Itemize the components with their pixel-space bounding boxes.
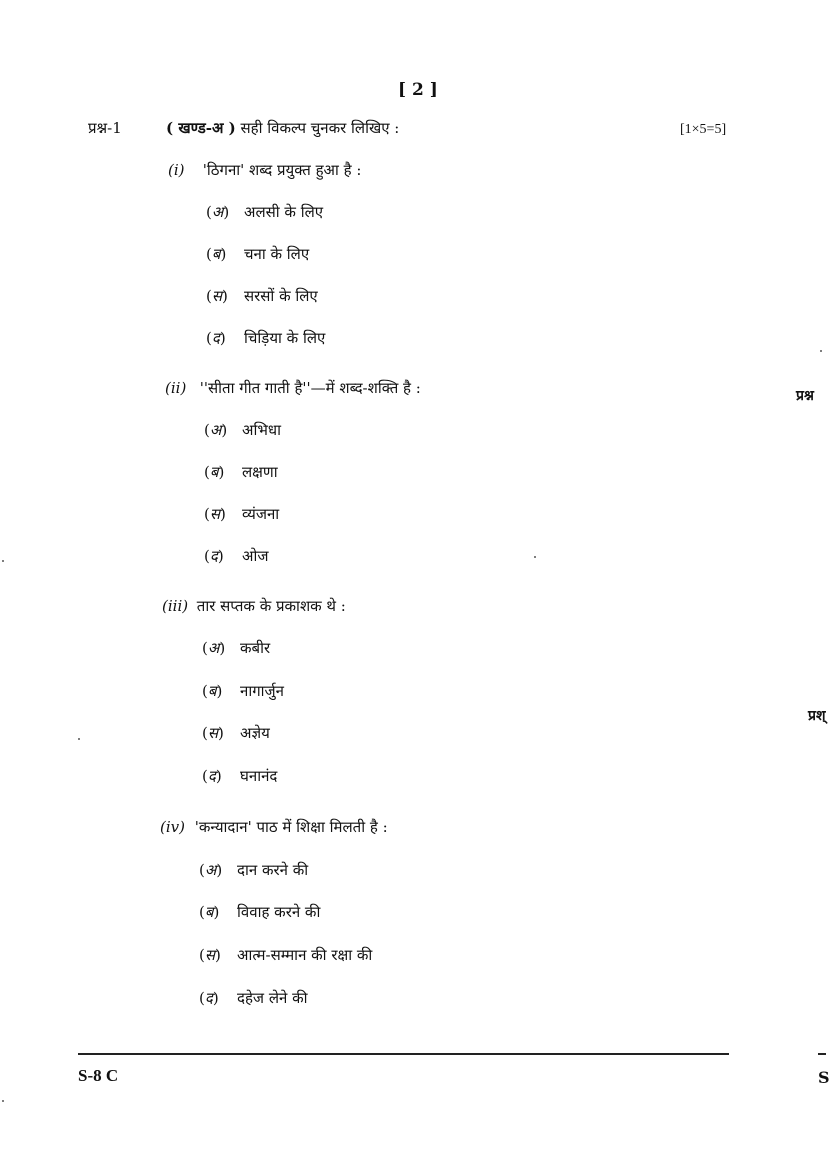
option-4d: (द) दहेज लेने की xyxy=(199,989,308,1007)
section-label: ( खण्ड-अ ) xyxy=(166,119,236,137)
scan-speck xyxy=(820,350,822,352)
scan-speck xyxy=(2,1100,4,1102)
option-3a: (अ) कबीर xyxy=(202,639,271,657)
adjacent-page-rule xyxy=(818,1053,826,1055)
scan-speck xyxy=(2,560,4,562)
subquestion-text: तार सप्तक के प्रकाशक थे : xyxy=(196,597,346,615)
question-heading xyxy=(166,118,399,138)
option-2b: (ब) लक्षणा xyxy=(204,463,278,481)
footer-divider xyxy=(78,1053,729,1055)
option-2d: (द) ओज xyxy=(204,547,269,565)
subquestion-1 xyxy=(168,160,361,180)
scan-speck xyxy=(78,738,80,740)
page-number: [ 2 ] xyxy=(398,80,438,100)
option-4b: (ब) विवाह करने की xyxy=(199,903,321,921)
scan-speck xyxy=(534,556,536,558)
paper-code: S-8 C xyxy=(78,1066,119,1085)
instruction-text: सही विकल्प चुनकर लिखिए : xyxy=(240,119,400,137)
question-label: प्रश्न-1 xyxy=(88,119,122,137)
adjacent-page-text: S xyxy=(818,1068,830,1087)
option-4c: (स) आत्म-सम्मान की रक्षा की xyxy=(199,946,373,964)
subquestion-2 xyxy=(165,378,421,398)
adjacent-page-text: प्रश् xyxy=(808,708,826,724)
subquestion-4 xyxy=(160,817,388,837)
adjacent-page-text: प्रश्न xyxy=(796,388,814,404)
option-1d: (द) चिड़िया के लिए xyxy=(206,329,326,347)
subquestion-text: ''सीता गीत गाती है''—में शब्द-शक्ति है : xyxy=(199,379,421,397)
option-3b: (ब) नागार्जुन xyxy=(202,682,284,700)
marks-allocation: [1×5=5] xyxy=(680,122,727,137)
option-1c: (स) सरसों के लिए xyxy=(206,287,318,305)
subquestion-number: (iii) xyxy=(162,597,189,615)
subquestion-text: 'ठिगना' शब्द प्रयुक्त हुआ है : xyxy=(202,161,362,179)
option-3d: (द) घनानंद xyxy=(202,767,278,785)
option-1a: (अ) अलसी के लिए xyxy=(206,203,324,221)
subquestion-number: (ii) xyxy=(165,379,187,397)
option-3c: (स) अज्ञेय xyxy=(202,724,270,742)
subquestion-number: (i) xyxy=(168,161,185,179)
subquestion-number: (iv) xyxy=(160,818,185,836)
subquestion-3 xyxy=(162,596,346,616)
option-2a: (अ) अभिधा xyxy=(204,421,282,439)
option-1b: (ब) चना के लिए xyxy=(206,245,310,263)
option-2c: (स) व्यंजना xyxy=(204,505,280,523)
option-4a: (अ) दान करने की xyxy=(199,861,309,879)
subquestion-text: 'कन्यादान' पाठ में शिक्षा मिलती है : xyxy=(194,818,388,836)
